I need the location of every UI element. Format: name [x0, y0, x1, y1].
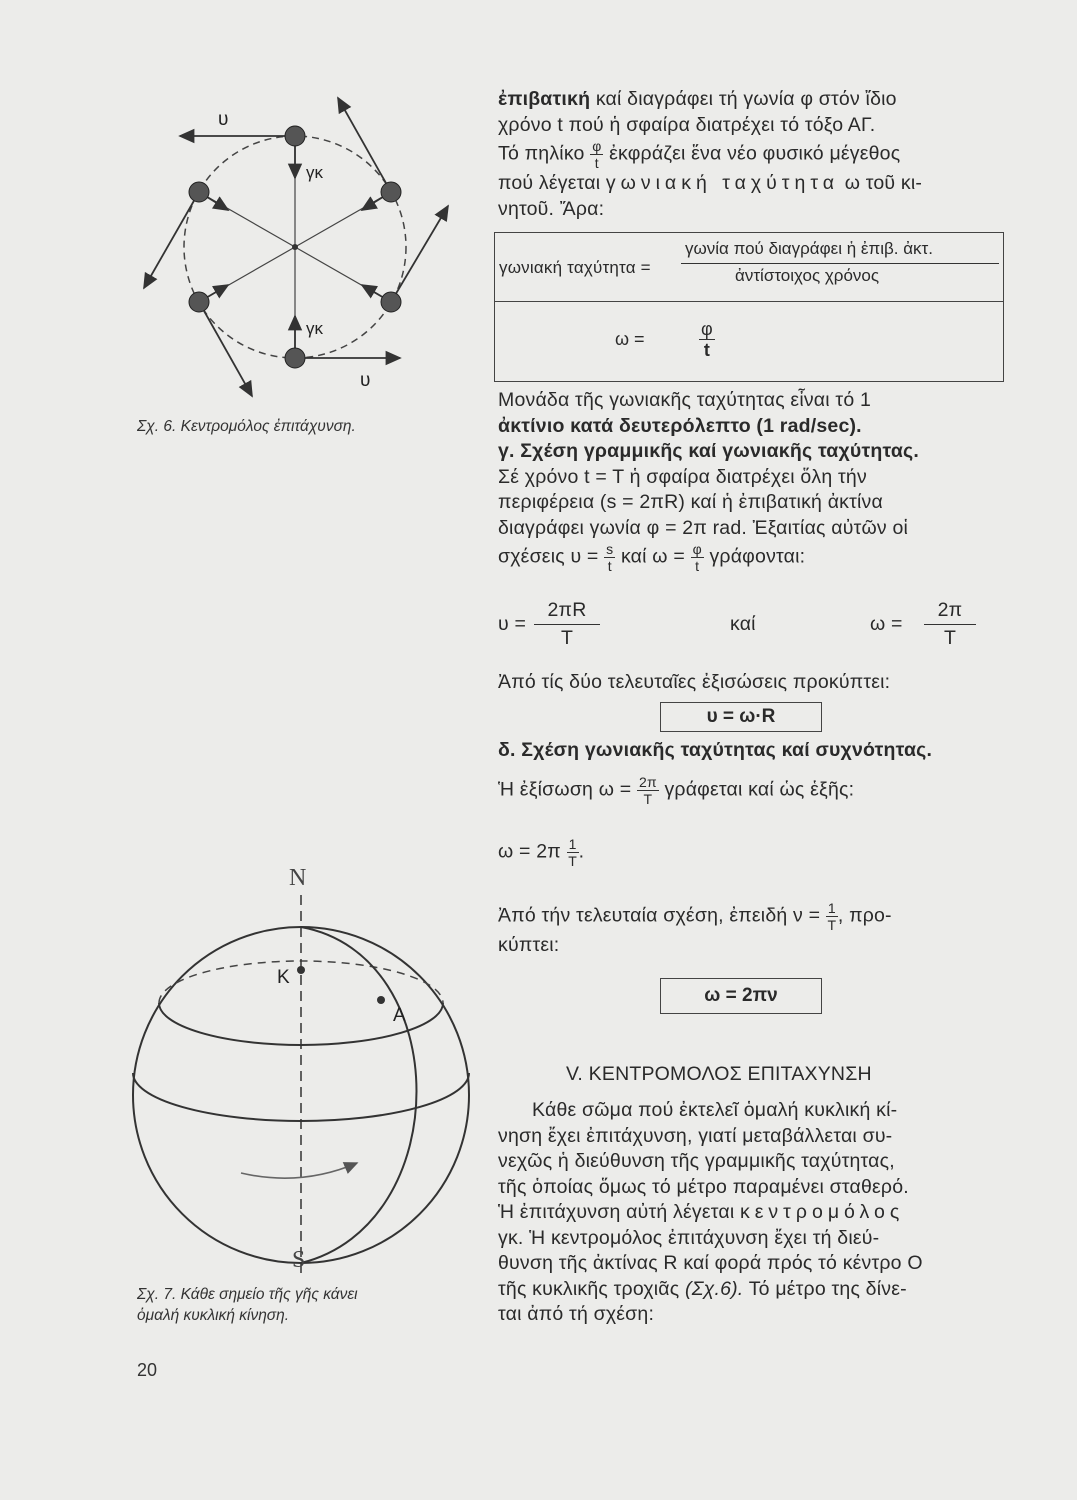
figure-6-caption: Σχ. 6. Κεντρομόλος ἐπιτάχυνση.	[137, 418, 356, 435]
box-lhs: γωνιακή ταχύτητα =	[499, 258, 651, 277]
omega-eq-lhs: ω =	[615, 329, 645, 349]
rotation-arrow	[241, 1163, 357, 1178]
equation-v-and-omega: υ = 2πR T καί ω = 2π T	[498, 598, 988, 654]
figure-7-caption-line2: ὁμαλή κυκλική κίνηση.	[137, 1307, 290, 1324]
sphere-ball	[381, 182, 401, 202]
box-numerator: γωνία πού διαγράφει ἡ ἐπιβ. ἀκτ.	[685, 239, 933, 258]
sphere-ball	[189, 292, 209, 312]
result-box-omega-2pi-nu: ω = 2πν	[660, 978, 822, 1014]
center-point	[292, 244, 298, 250]
sphere-ball	[189, 182, 209, 202]
term-centripetal: κεντρομόλος	[739, 1201, 905, 1223]
point-k	[297, 966, 305, 974]
figure-7-caption-line1: Σχ. 7. Κάθε σημείο τῆς γῆς κάνει	[137, 1286, 358, 1303]
sphere-ball	[285, 348, 305, 368]
section-v-heading: V. ΚΕΝΤΡΟΜΟΛΟΣ ΕΠΙΤΑΧΥΝΣΗ	[566, 1063, 872, 1085]
section-d-heading: δ. Σχέση γωνιακῆς ταχύτητας καί συχνότητας.	[498, 739, 933, 761]
paragraph-angular-velocity: ἐπιβατική καί διαγράφει τή γωνία φ στόν ἴδιο χρόνο t πού ἡ σφαίρα διατρέχει τό τόξο ΑΓ. Τό πηλίκο $\frac{\varphi}{t}$ ἐκφράζει ἕνα νέο φυσικό μέγεθος πού λέγεται γωνιακή ταχύτητα ω τοῦ κι- νητοῦ. Ἄρα:	[498, 88, 923, 220]
term-epivatiki: ἐπιβατική	[498, 88, 591, 110]
fraction-phi-t: $\frac{\varphi}{t}$	[592, 138, 602, 171]
equation-omega-2pi-over-T: ω = 2π $\frac{1}{T}$ .	[498, 836, 585, 869]
sphere-ball	[285, 126, 305, 146]
meridian	[301, 927, 417, 1263]
label-v-top: υ	[218, 109, 229, 130]
figure-7-globe-diagram	[125, 855, 485, 1275]
paragraph-centripetal: Κάθε σῶμα πού ἐκτελεῖ ὁμαλή κυκλική κί- νηση ἔχει ἐπιτάχυνση, γιατί μεταβάλλεται συ- νεχῶς ἡ διεύθυνση τῆς γραμμικῆς ταχύτητας, τῆς ὁποίας ὅμως τό μέτρο παραμένει σταθερό. Ἡ ἐπιτάχυνση αὐτή λέγεται κεντρομόλος γκ. Ἡ κεντρομόλος ἐπιτάχυνση ἔχει τή διεύ- θυνση τῆς ἀκτίνας R καί φορά πρός τό κέντρο Ο τῆς κυκλικῆς τροχιᾶς (Σχ.6). Τό μέτρο της δίνε- ται ἀπό τή σχέση:	[498, 1099, 923, 1325]
figure-6-centripetal-diagram	[130, 80, 470, 410]
label-gk-top: γκ	[306, 163, 323, 182]
label-a: A	[393, 1005, 406, 1026]
paragraph-omega-eq: Ἡ ἐξίσωση ω = $\frac{2\pi}{T}$ γράφεται καί ὡς ἑξῆς:	[498, 774, 855, 807]
paragraph-frequency: Ἀπό τήν τελευταία σχέση, ἐπειδή ν = $\frac{1}{T}$ , προ- κύπτει:	[498, 900, 892, 956]
label-v-bottom: υ	[360, 370, 371, 391]
definition-box	[494, 232, 1004, 382]
box-denominator: ἀντίστοιχος χρόνος	[735, 266, 880, 285]
section-g-heading: γ. Σχέση γραμμικῆς καί γωνιακῆς ταχύτητας.	[498, 440, 919, 462]
sphere-ball	[381, 292, 401, 312]
label-k: K	[277, 967, 290, 988]
omega-eq-fraction: $\frac{\varphi}{t}$	[701, 319, 713, 360]
paragraph-unit: Μονάδα τῆς γωνιακῆς ταχύτητας εἶναι τό 1 ἀκτίνιο κατά δευτερόλεπτο (1 rad/sec). γ. Σχέση γραμμικῆς καί γωνιακῆς ταχύτητας. Σέ χρόνο t = T ἡ σφαίρα διατρέχει ὅλη τήν περιφέρεια (s = 2πR) καί ἡ ἐπιβατική ἀκτίνα διαγράφει γωνία φ = 2π rad. Ἐξαιτίας αὐτῶν οἱ σχέσεις υ = $\frac{s}{t}$ καί ω = $\frac{\varphi}{t}$ γράφονται:	[498, 388, 988, 574]
label-south: S	[292, 1247, 306, 1273]
point-a	[377, 996, 385, 1004]
result-box-v-omega-r: υ = ω·R	[660, 702, 822, 732]
paragraph-result: Ἀπό τίς δύο τελευταῖες ἐξισώσεις προκύπτει:	[498, 671, 891, 693]
label-north: N	[289, 865, 307, 891]
label-gk-bottom: γκ	[306, 319, 323, 338]
page-number: 20	[137, 1360, 158, 1380]
term-angular-velocity: γωνιακή ταχύτητα	[605, 172, 840, 194]
